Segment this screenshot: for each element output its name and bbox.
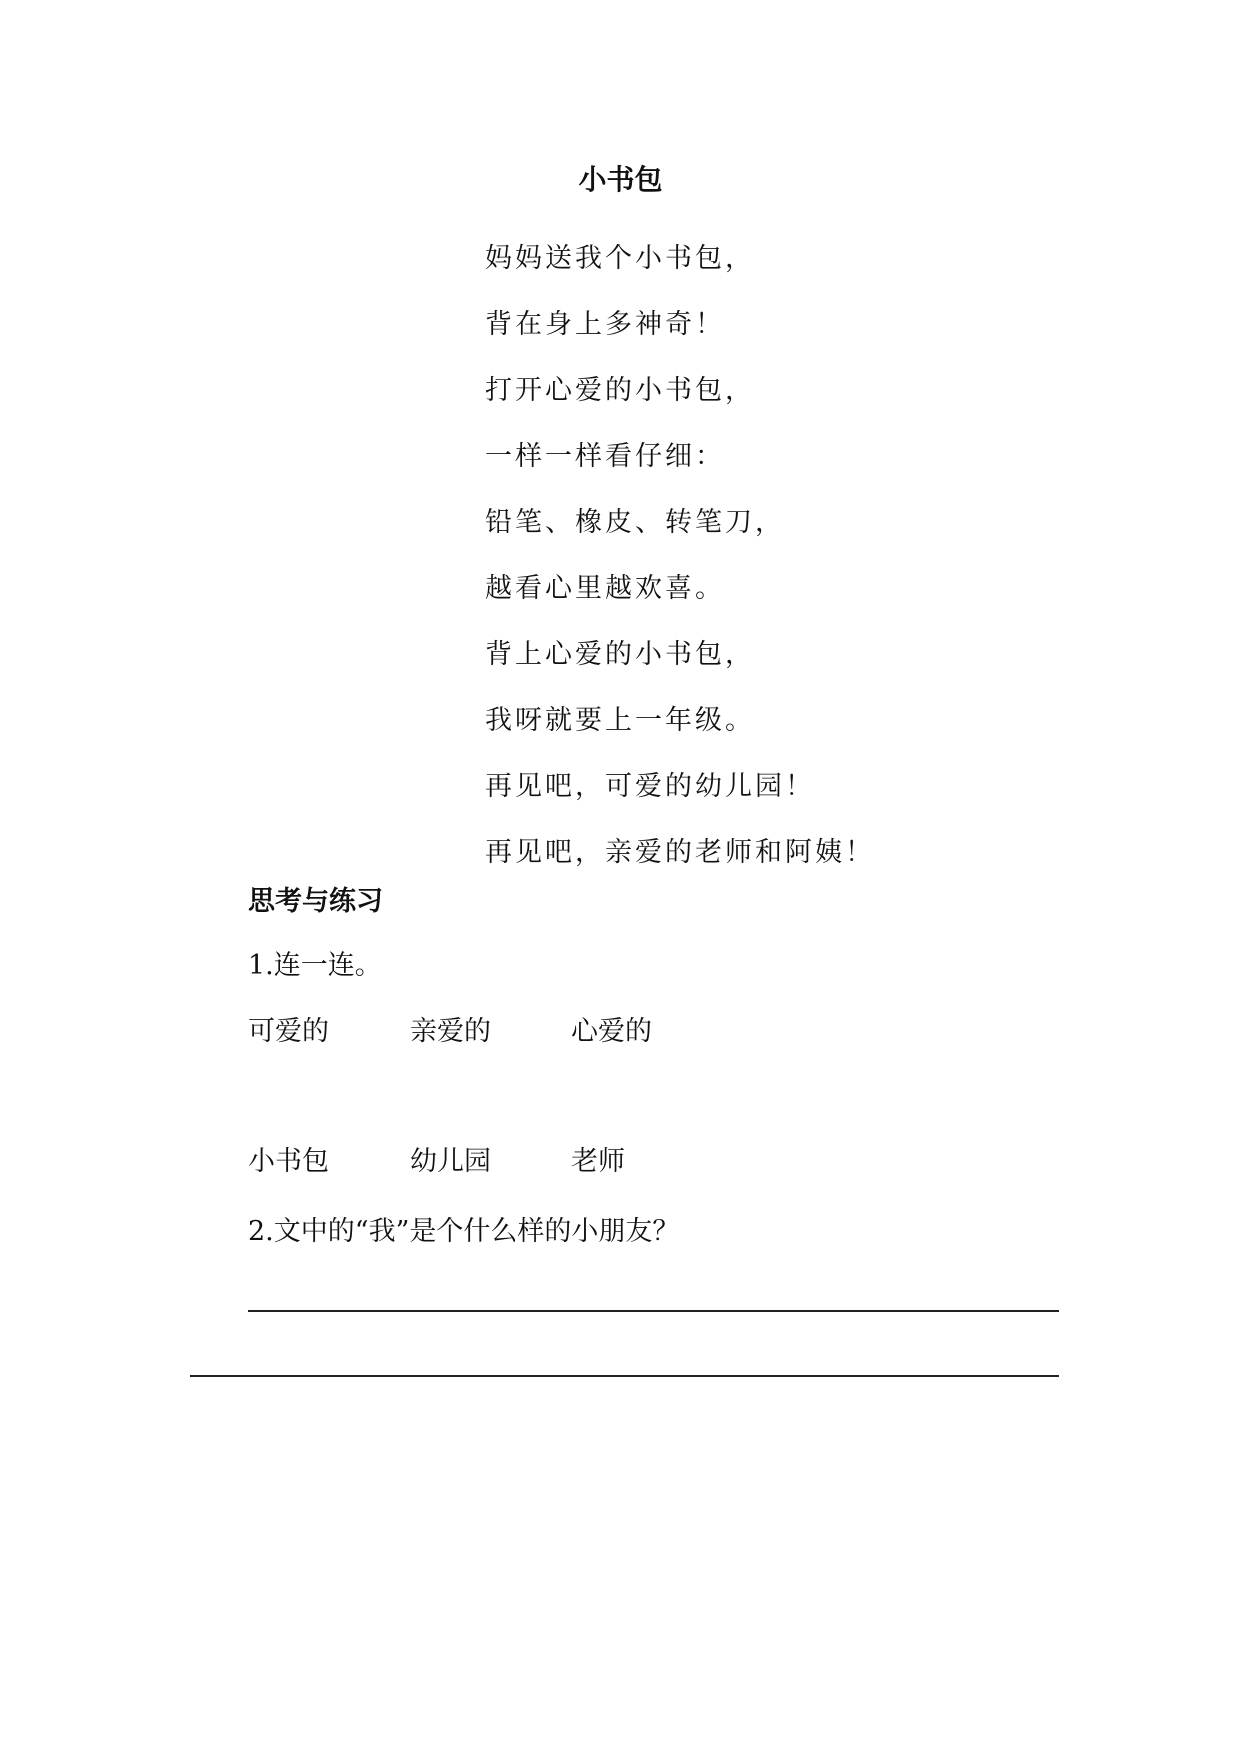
poem-line: 越看心里越欢喜。 (485, 573, 725, 604)
matching-word[interactable]: 老师 (571, 1146, 625, 1177)
matching-word[interactable]: 心爱的 (571, 1016, 652, 1047)
poem-line: 再见吧，可爱的幼儿园！ (485, 771, 815, 802)
poem-line: 妈妈送我个小书包， (485, 243, 755, 274)
poem-line: 一样一样看仔细： (485, 441, 725, 472)
matching-word[interactable]: 亲爱的 (410, 1016, 491, 1047)
page-title: 小书包 (578, 163, 663, 196)
matching-word[interactable]: 幼儿园 (410, 1146, 491, 1177)
poem-line: 我呀就要上一年级。 (485, 705, 755, 736)
poem-line: 背上心爱的小书包， (485, 639, 755, 670)
poem (485, 226, 875, 886)
poem-line: 背在身上多神奇！ (485, 309, 725, 340)
matching-word[interactable]: 小书包 (248, 1146, 329, 1177)
question-1-prompt: 1.连一连。 (248, 950, 382, 981)
answer-line[interactable] (190, 1375, 1059, 1377)
poem-line: 打开心爱的小书包， (485, 375, 755, 406)
poem-line: 再见吧，亲爱的老师和阿姨！ (485, 837, 875, 868)
matching-word[interactable]: 可爱的 (248, 1016, 329, 1047)
exercise-heading: 思考与练习 (248, 886, 383, 917)
poem-line: 铅笔、橡皮、转笔刀， (485, 507, 785, 538)
question-2-prompt: 2.文中的“我”是个什么样的小朋友？ (248, 1216, 680, 1247)
answer-line[interactable] (248, 1310, 1059, 1312)
